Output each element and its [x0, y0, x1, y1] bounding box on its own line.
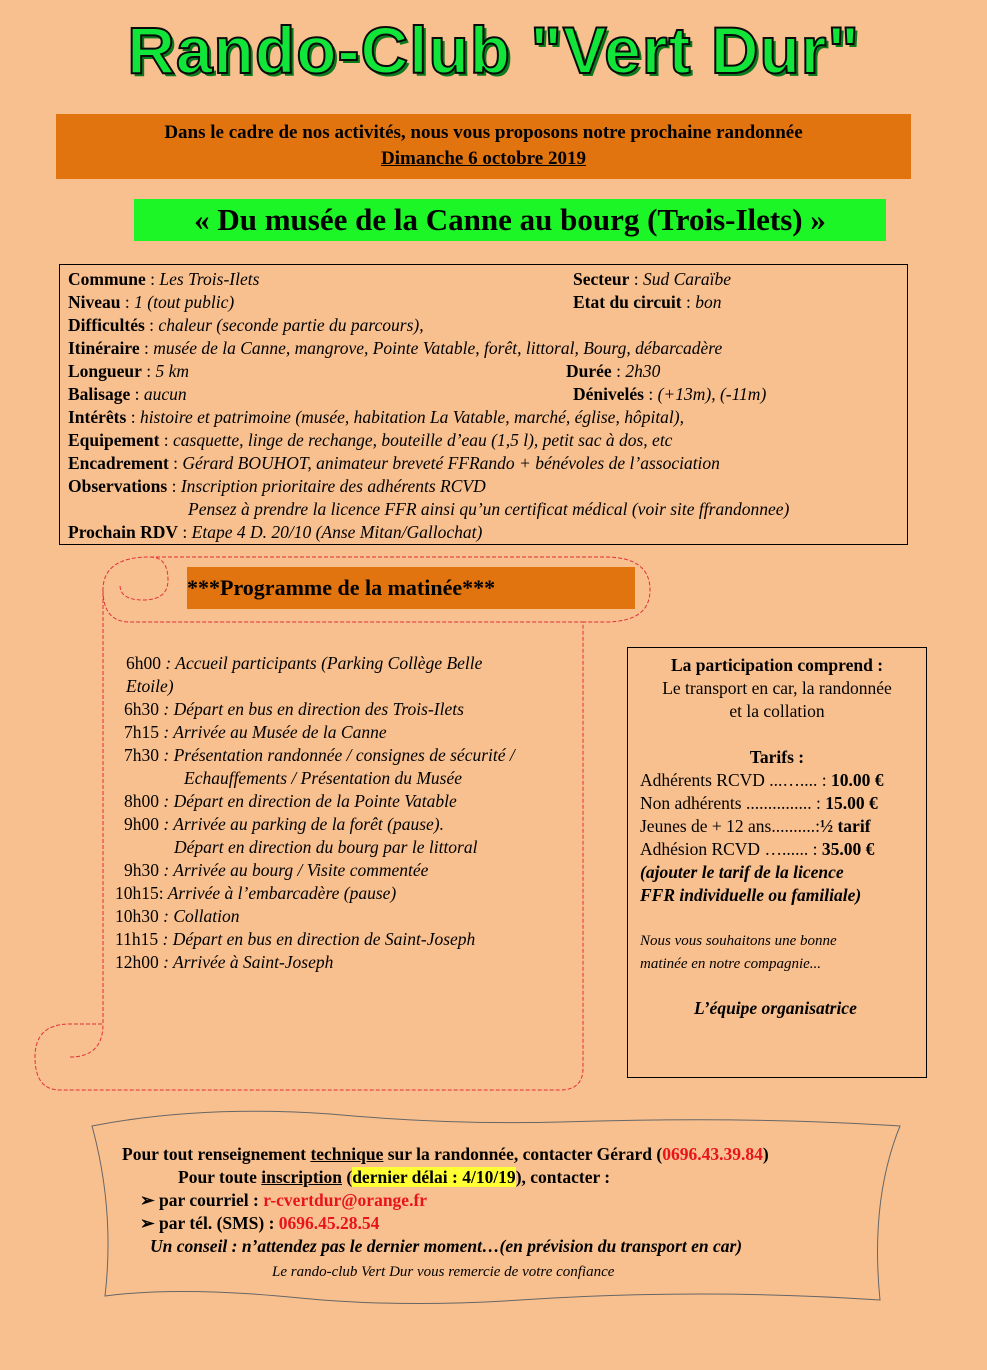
- observations-row-2: Pensez à prendre la licence FFR ainsi qu’un certificat médical (voir site ffrandonnee): [188, 499, 790, 519]
- licence-note: (ajouter le tarif de la licence: [640, 862, 844, 882]
- programme-item: Etoile): [126, 676, 174, 696]
- programme-item: 7h30 : Présentation randonnée / consignes de sécurité /: [124, 745, 515, 765]
- advice-text: Un conseil : n’attendez pas le dernier moment…(en prévision du transport en car): [150, 1236, 743, 1256]
- inscription-line: Pour toute inscription (dernier délai : 4/10/19), contacter :: [178, 1167, 611, 1187]
- licence-note: FFR individuelle ou familiale): [640, 885, 862, 905]
- programme-item: 10h30 : Collation: [115, 906, 240, 926]
- email-link[interactable]: r-cvertdur@orange.fr: [263, 1190, 428, 1210]
- participation-line: Le transport en car, la randonnée: [662, 678, 892, 698]
- programme-item: Echauffements / Présentation du Musée: [184, 768, 462, 788]
- pricing-box: [627, 647, 927, 1078]
- interets-row: Intérêts : histoire et patrimoine (musée, habitation La Vatable, marché, église, hôpital),: [68, 407, 684, 427]
- programme-item: 6h00 : Accueil participants (Parking Collège Belle: [126, 653, 483, 673]
- thanks-text: Le rando-club Vert Dur vous remercie de votre confiance: [272, 1264, 615, 1280]
- rdv-row: Prochain RDV : Etape 4 D. 20/10 (Anse Mitan/Gallochat): [68, 522, 483, 542]
- price-row: Adhésion RCVD …...... : 35.00 €: [640, 839, 875, 859]
- programme-item: Départ en direction du bourg par le littoral: [174, 837, 478, 857]
- secteur-row: Secteur : Sud Caraïbe: [573, 269, 731, 289]
- equipement-row: Equipement : casquette, linge de rechange, bouteille d’eau (1,5 l), petit sac à dos, etc: [68, 430, 673, 450]
- event-date: Dimanche 6 octobre 2019: [381, 148, 586, 169]
- participation-line: et la collation: [729, 701, 825, 721]
- longueur-row: Longueur : 5 km: [68, 361, 190, 381]
- wish-text: Nous vous souhaitons une bonne: [640, 933, 837, 949]
- deniveles-row: Dénivelés : (+13m), (-11m): [573, 384, 767, 404]
- niveau-row: Niveau : 1 (tout public): [68, 292, 235, 312]
- email-line: ➢ par courriel : r-cvertdur@orange.fr: [140, 1190, 428, 1210]
- difficultes-row: Difficultés : chaleur (seconde partie du parcours),: [68, 315, 424, 335]
- programme-item: 6h30 : Départ en bus en direction des Trois-Ilets: [124, 699, 464, 719]
- observations-row: Observations : Inscription prioritaire des adhérents RCVD: [68, 476, 486, 496]
- programme-item: 11h15 : Départ en bus en direction de Saint-Joseph: [115, 929, 476, 949]
- page-title: Rando-Club "Vert Dur": [127, 13, 860, 87]
- hike-title: « Du musée de la Canne au bourg (Trois-Ilets) »: [134, 199, 886, 241]
- duree-row: Durée : 2h30: [566, 361, 661, 381]
- sms-line: ➢ par tél. (SMS) : 0696.45.28.54: [140, 1213, 380, 1233]
- programme-header: ***Programme de la matinée***: [187, 567, 635, 609]
- encadrement-row: Encadrement : Gérard BOUHOT, animateur breveté FFRando + bénévoles de l’association: [68, 453, 720, 473]
- arrow-icon: ➢: [140, 1190, 155, 1210]
- programme-item: 9h00 : Arrivée au parking de la forêt (pause).: [124, 814, 444, 834]
- arrow-icon: ➢: [140, 1213, 155, 1233]
- price-row: Adhérents RCVD ...….... : 10.00 €: [640, 770, 884, 790]
- itineraire-row: Itinéraire : musée de la Canne, mangrove, Pointe Vatable, forêt, littoral, Bourg, débarcadère: [68, 338, 723, 358]
- participation-title: La participation comprend :: [670, 655, 884, 675]
- programme-item: 7h15 : Arrivée au Musée de la Canne: [124, 722, 387, 742]
- gerard-phone[interactable]: 0696.43.39.84: [662, 1144, 763, 1164]
- programme-item: 12h00 : Arrivée à Saint-Joseph: [115, 952, 334, 972]
- signature: L’équipe organisatrice: [694, 998, 857, 1018]
- balisage-row: Balisage : aucun: [68, 384, 187, 404]
- programme-item: 8h00 : Départ en direction de la Pointe Vatable: [124, 791, 457, 811]
- contact-line: Pour tout renseignement technique sur la randonnée, contacter Gérard (0696.43.39.84): [122, 1144, 769, 1164]
- price-row: Jeunes de + 12 ans..........:½ tarif: [640, 816, 871, 836]
- sms-phone[interactable]: 0696.45.28.54: [278, 1213, 380, 1233]
- intro-text: Dans le cadre de nos activités, nous vous proposons notre prochaine randonnée: [164, 122, 803, 143]
- wish-text: matinée en notre compagnie...: [640, 956, 822, 972]
- price-row: Non adhérents ............... : 15.00 €: [640, 793, 878, 813]
- programme-item: 9h30 : Arrivée au bourg / Visite commentée: [124, 860, 429, 880]
- programme-item: 10h15: Arrivée à l’embarcadère (pause): [115, 883, 397, 903]
- commune-row: Commune : Les Trois-Ilets: [68, 269, 260, 289]
- etat-row: Etat du circuit : bon: [573, 292, 722, 312]
- tarifs-title: Tarifs :: [749, 747, 805, 767]
- deadline-badge: dernier délai : 4/10/19: [352, 1167, 516, 1187]
